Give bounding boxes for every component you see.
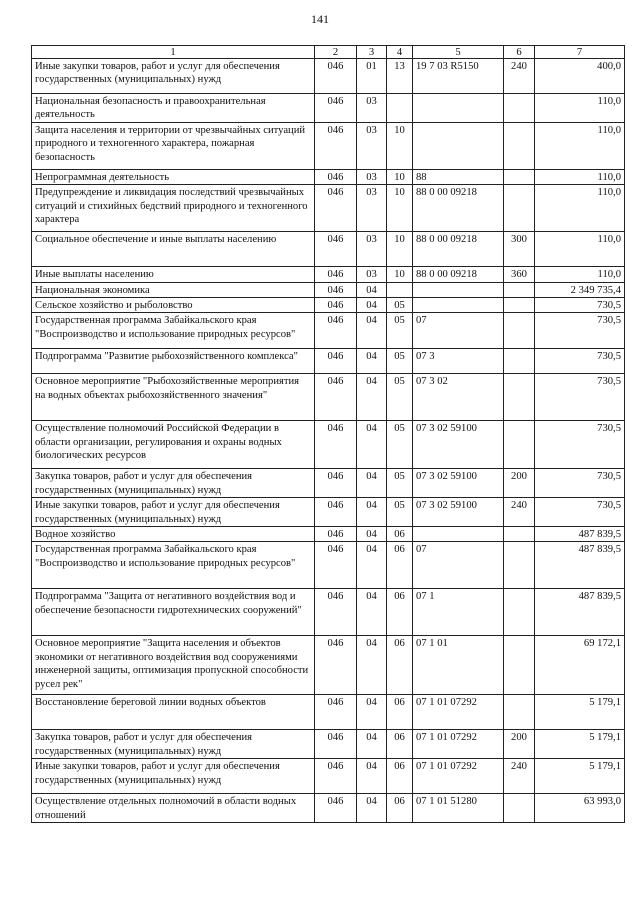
row-vr-cell: 200 [504, 730, 535, 759]
row-csr-cell: 88 0 00 09218 [413, 267, 504, 282]
row-ved-cell: 046 [315, 759, 357, 794]
header-col-2: 2 [315, 46, 357, 59]
row-vr-cell [504, 122, 535, 169]
row-vr-cell: 240 [504, 759, 535, 794]
row-sum-cell: 5 179,1 [535, 730, 625, 759]
row-ved-cell: 046 [315, 169, 357, 184]
row-name-cell: Национальная экономика [32, 282, 315, 297]
row-vr-cell: 200 [504, 469, 535, 498]
row-name-cell: Основное мероприятие "Защита населения и объектов экономики от негативного воздействия вод сооружениями инженерной защиты, оптимизация пропускной способности русел рек" [32, 636, 315, 695]
row-ved-cell: 046 [315, 498, 357, 527]
row-name-cell: Национальная безопасность и правоохранительная деятельность [32, 94, 315, 123]
row-vr-cell [504, 94, 535, 123]
row-name-cell: Основное мероприятие "Рыбохозяйственные мероприятия на водных объектах рыбохозяйственного значения" [32, 374, 315, 421]
row-sum-cell: 69 172,1 [535, 636, 625, 695]
table-row [32, 421, 625, 469]
row-csr-cell [413, 298, 504, 313]
row-vr-cell [504, 589, 535, 636]
row-name-cell: Иные закупки товаров, работ и услуг для обеспечения государственных (муниципальных) нужд [32, 498, 315, 527]
row-rz-cell: 03 [357, 122, 387, 169]
row-csr-cell [413, 527, 504, 542]
row-csr-cell: 88 [413, 169, 504, 184]
row-rz-cell: 04 [357, 282, 387, 297]
row-pr-cell: 05 [387, 469, 413, 498]
row-ved-cell: 046 [315, 282, 357, 297]
row-pr-cell: 06 [387, 695, 413, 730]
row-vr-cell [504, 374, 535, 421]
table-row [32, 469, 625, 498]
row-csr-cell [413, 282, 504, 297]
row-vr-cell: 240 [504, 59, 535, 94]
row-ved-cell: 046 [315, 94, 357, 123]
row-vr-cell [504, 298, 535, 313]
row-vr-cell [504, 794, 535, 823]
row-rz-cell: 03 [357, 267, 387, 282]
row-name-cell: Восстановление береговой линии водных объектов [32, 695, 315, 730]
row-pr-cell: 10 [387, 232, 413, 267]
row-csr-cell: 07 [413, 542, 504, 589]
table-row [32, 542, 625, 589]
table-row [32, 169, 625, 184]
row-rz-cell: 03 [357, 94, 387, 123]
row-csr-cell: 88 0 00 09218 [413, 185, 504, 232]
row-sum-cell: 487 839,5 [535, 542, 625, 589]
table-row [32, 589, 625, 636]
table-row [32, 298, 625, 313]
row-ved-cell: 046 [315, 527, 357, 542]
row-vr-cell [504, 313, 535, 349]
row-sum-cell: 730,5 [535, 421, 625, 469]
row-csr-cell [413, 122, 504, 169]
row-name-cell: Закупка товаров, работ и услуг для обеспечения государственных (муниципальных) нужд [32, 730, 315, 759]
table-row [32, 282, 625, 297]
row-name-cell: Государственная программа Забайкальского края "Воспроизводство и использование природных ресурсов" [32, 542, 315, 589]
header-col-3: 3 [357, 46, 387, 59]
row-csr-cell: 07 3 02 59100 [413, 421, 504, 469]
row-ved-cell: 046 [315, 695, 357, 730]
header-col-5: 5 [413, 46, 504, 59]
row-pr-cell [387, 94, 413, 123]
row-sum-cell: 730,5 [535, 498, 625, 527]
row-name-cell: Непрограммная деятельность [32, 169, 315, 184]
row-name-cell: Иные выплаты населению [32, 267, 315, 282]
row-rz-cell: 04 [357, 542, 387, 589]
table-row [32, 695, 625, 730]
row-csr-cell: 07 3 [413, 349, 504, 374]
table-header [32, 46, 625, 59]
row-pr-cell: 05 [387, 421, 413, 469]
row-sum-cell: 110,0 [535, 122, 625, 169]
row-pr-cell: 05 [387, 313, 413, 349]
row-name-cell: Сельское хозяйство и рыболовство [32, 298, 315, 313]
table-row [32, 122, 625, 169]
row-name-cell: Осуществление отдельных полномочий в области водных отношений [32, 794, 315, 823]
row-csr-cell: 88 0 00 09218 [413, 232, 504, 267]
table-row [32, 730, 625, 759]
row-name-cell: Защита населения и территории от чрезвычайных ситуаций природного и техногенного характера, пожарная безопасность [32, 122, 315, 169]
row-vr-cell [504, 185, 535, 232]
row-pr-cell: 10 [387, 169, 413, 184]
row-rz-cell: 04 [357, 695, 387, 730]
row-name-cell: Иные закупки товаров, работ и услуг для обеспечения государственных (муниципальных) нужд [32, 759, 315, 794]
row-vr-cell: 300 [504, 232, 535, 267]
row-vr-cell [504, 421, 535, 469]
table-row [32, 185, 625, 232]
row-pr-cell: 10 [387, 185, 413, 232]
table-row [32, 794, 625, 823]
row-ved-cell: 046 [315, 469, 357, 498]
row-vr-cell [504, 282, 535, 297]
row-rz-cell: 04 [357, 469, 387, 498]
row-rz-cell: 04 [357, 421, 387, 469]
row-csr-cell: 07 1 01 07292 [413, 730, 504, 759]
table-row [32, 374, 625, 421]
row-csr-cell: 07 [413, 313, 504, 349]
row-rz-cell: 04 [357, 374, 387, 421]
table-row [32, 313, 625, 349]
row-sum-cell: 730,5 [535, 313, 625, 349]
row-rz-cell: 04 [357, 498, 387, 527]
row-name-cell: Водное хозяйство [32, 527, 315, 542]
row-pr-cell: 06 [387, 794, 413, 823]
row-pr-cell: 06 [387, 636, 413, 695]
row-rz-cell: 03 [357, 232, 387, 267]
row-pr-cell: 06 [387, 542, 413, 589]
row-name-cell: Осуществление полномочий Российской Федерации в области организации, регулирования и охраны водных биологических ресурсов [32, 421, 315, 469]
row-pr-cell: 10 [387, 122, 413, 169]
table-row [32, 59, 625, 94]
row-sum-cell: 110,0 [535, 267, 625, 282]
page-number: 141 [311, 12, 329, 26]
header-col-6: 6 [504, 46, 535, 59]
row-pr-cell: 06 [387, 589, 413, 636]
row-ved-cell: 046 [315, 313, 357, 349]
row-pr-cell: 06 [387, 527, 413, 542]
row-name-cell: Подпрограмма "Развитие рыбохозяйственного комплекса" [32, 349, 315, 374]
row-vr-cell: 240 [504, 498, 535, 527]
row-vr-cell: 360 [504, 267, 535, 282]
row-name-cell: Иные закупки товаров, работ и услуг для обеспечения государственных (муниципальных) нужд [32, 59, 315, 94]
table-row [32, 759, 625, 794]
header-col-7: 7 [535, 46, 625, 59]
table-row [32, 349, 625, 374]
row-rz-cell: 01 [357, 59, 387, 94]
header-row [32, 46, 625, 59]
row-ved-cell: 046 [315, 589, 357, 636]
row-pr-cell: 13 [387, 59, 413, 94]
row-rz-cell: 04 [357, 589, 387, 636]
header-col-4: 4 [387, 46, 413, 59]
table-row [32, 94, 625, 123]
row-pr-cell: 10 [387, 267, 413, 282]
row-pr-cell [387, 282, 413, 297]
row-rz-cell: 03 [357, 185, 387, 232]
row-ved-cell: 046 [315, 298, 357, 313]
row-sum-cell: 487 839,5 [535, 527, 625, 542]
row-csr-cell: 07 3 02 59100 [413, 469, 504, 498]
row-rz-cell: 04 [357, 527, 387, 542]
row-name-cell: Государственная программа Забайкальского края "Воспроизводство и использование природных ресурсов" [32, 313, 315, 349]
row-csr-cell: 07 1 [413, 589, 504, 636]
row-name-cell: Предупреждение и ликвидация последствий чрезвычайных ситуаций и стихийных бедствий природного и техногенного характера [32, 185, 315, 232]
table-row [32, 636, 625, 695]
row-ved-cell: 046 [315, 267, 357, 282]
row-sum-cell: 487 839,5 [535, 589, 625, 636]
row-pr-cell: 06 [387, 759, 413, 794]
row-ved-cell: 046 [315, 349, 357, 374]
row-vr-cell [504, 636, 535, 695]
row-rz-cell: 04 [357, 298, 387, 313]
row-sum-cell: 730,5 [535, 374, 625, 421]
row-csr-cell: 07 3 02 [413, 374, 504, 421]
row-csr-cell [413, 94, 504, 123]
row-rz-cell: 04 [357, 349, 387, 374]
row-csr-cell: 07 1 01 07292 [413, 695, 504, 730]
row-rz-cell: 04 [357, 313, 387, 349]
row-vr-cell [504, 169, 535, 184]
table-row [32, 498, 625, 527]
row-ved-cell: 046 [315, 374, 357, 421]
row-sum-cell: 63 993,0 [535, 794, 625, 823]
row-rz-cell: 04 [357, 759, 387, 794]
row-pr-cell: 05 [387, 498, 413, 527]
budget-table [31, 45, 625, 823]
row-name-cell: Социальное обеспечение и иные выплаты населению [32, 232, 315, 267]
row-sum-cell: 110,0 [535, 94, 625, 123]
row-rz-cell: 04 [357, 730, 387, 759]
row-csr-cell: 07 1 01 51280 [413, 794, 504, 823]
table-row [32, 267, 625, 282]
row-ved-cell: 046 [315, 794, 357, 823]
row-vr-cell [504, 542, 535, 589]
row-csr-cell: 07 1 01 07292 [413, 759, 504, 794]
row-sum-cell: 730,5 [535, 469, 625, 498]
row-rz-cell: 04 [357, 636, 387, 695]
header-col-1: 1 [32, 46, 315, 59]
row-vr-cell [504, 695, 535, 730]
row-ved-cell: 046 [315, 636, 357, 695]
row-rz-cell: 04 [357, 794, 387, 823]
row-sum-cell: 5 179,1 [535, 759, 625, 794]
row-sum-cell: 2 349 735,4 [535, 282, 625, 297]
row-sum-cell: 110,0 [535, 169, 625, 184]
row-sum-cell: 730,5 [535, 298, 625, 313]
table-body [32, 59, 625, 823]
row-sum-cell: 730,5 [535, 349, 625, 374]
row-vr-cell [504, 349, 535, 374]
row-sum-cell: 5 179,1 [535, 695, 625, 730]
row-vr-cell [504, 527, 535, 542]
row-rz-cell: 03 [357, 169, 387, 184]
row-name-cell: Закупка товаров, работ и услуг для обеспечения государственных (муниципальных) нужд [32, 469, 315, 498]
row-csr-cell: 07 1 01 [413, 636, 504, 695]
row-ved-cell: 046 [315, 185, 357, 232]
table-row [32, 527, 625, 542]
row-pr-cell: 05 [387, 298, 413, 313]
row-sum-cell: 110,0 [535, 185, 625, 232]
row-pr-cell: 05 [387, 349, 413, 374]
row-pr-cell: 05 [387, 374, 413, 421]
row-ved-cell: 046 [315, 232, 357, 267]
row-ved-cell: 046 [315, 542, 357, 589]
row-ved-cell: 046 [315, 730, 357, 759]
row-name-cell: Подпрограмма "Защита от негативного воздействия вод и обеспечение безопасности гидротехнических сооружений" [32, 589, 315, 636]
table-row [32, 232, 625, 267]
row-ved-cell: 046 [315, 421, 357, 469]
row-csr-cell: 07 3 02 59100 [413, 498, 504, 527]
row-ved-cell: 046 [315, 59, 357, 94]
row-ved-cell: 046 [315, 122, 357, 169]
row-sum-cell: 400,0 [535, 59, 625, 94]
row-csr-cell: 19 7 03 R5150 [413, 59, 504, 94]
row-sum-cell: 110,0 [535, 232, 625, 267]
row-pr-cell: 06 [387, 730, 413, 759]
